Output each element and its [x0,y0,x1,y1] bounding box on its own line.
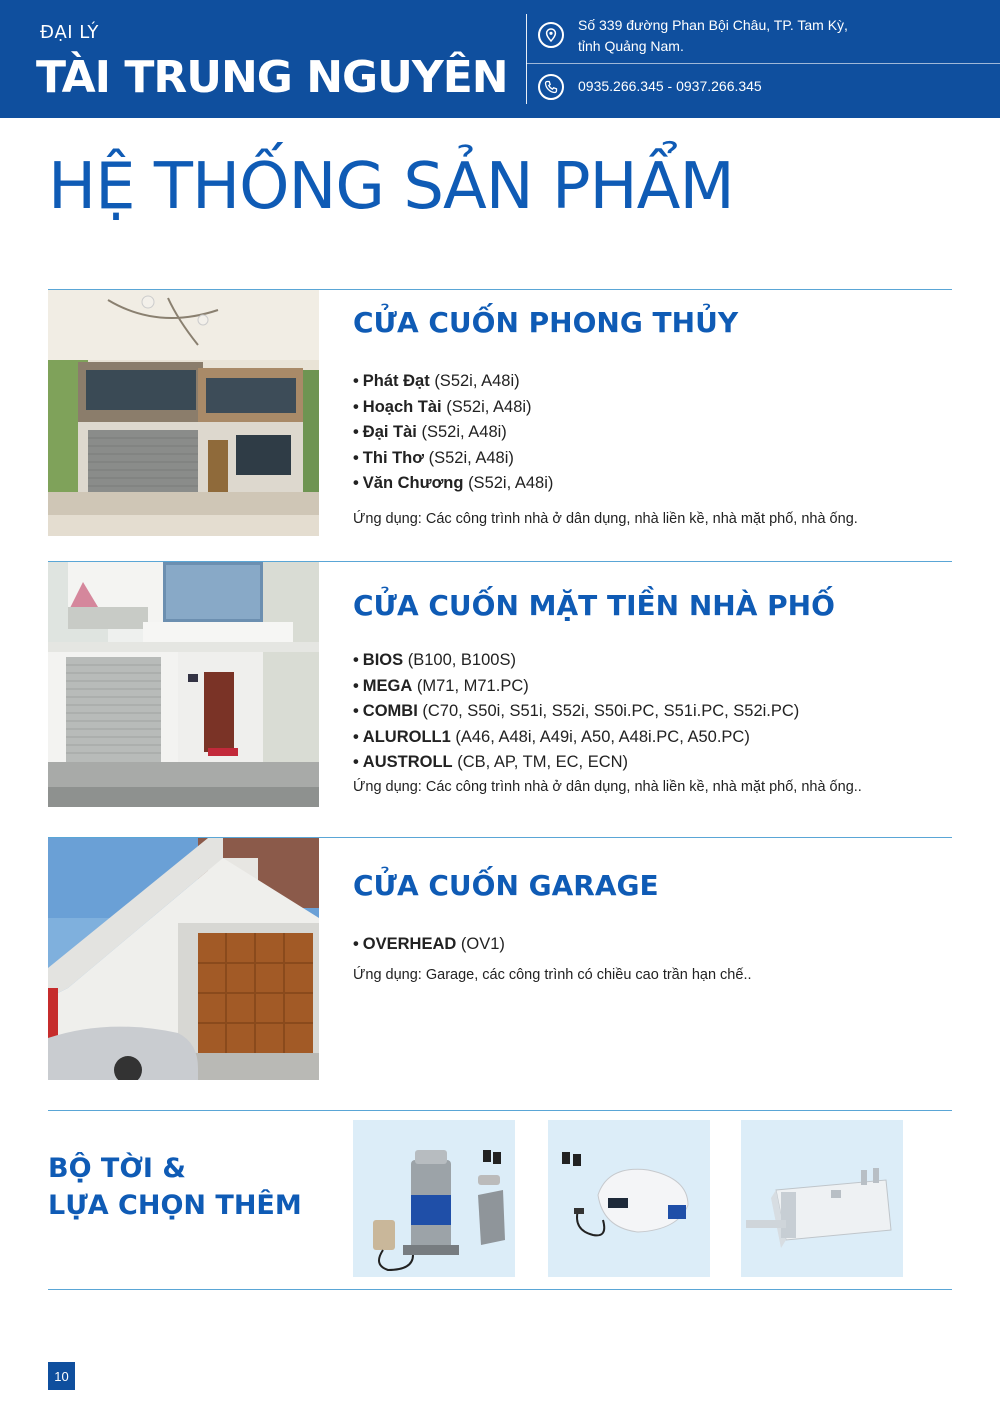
accessories-title-line-2: LỰA CHỌN THÊM [48,1190,302,1221]
accessory-photo-motor [353,1120,515,1277]
phone-icon [538,74,564,100]
header-contact-divider [526,63,1000,64]
list-item: • Văn Chương (S52i, A48i) [353,474,554,492]
section-divider [48,1289,952,1290]
list-item: • Thi Thơ (S52i, A48i) [353,448,514,467]
section-divider [48,1110,952,1111]
accessory-photo-bracket [741,1120,903,1277]
list-item: • MEGA (M71, M71.PC) [353,676,529,695]
accessories-title [48,1150,302,1224]
product-photo-townhouse-facade [48,562,319,807]
location-pin-icon [538,22,564,48]
phone-numbers: 0935.266.345 - 0937.266.345 [578,78,762,94]
address [578,15,848,57]
list-item: • AUSTROLL (CB, AP, TM, EC, ECN) [353,753,629,771]
application-text: Ứng dụng: Các công trình nhà ở dân dụng, nhà liền kề, nhà mặt phố, nhà ống. [353,511,858,527]
section-title-garage: CỬA CUỐN GARAGE [353,869,659,902]
header-band [0,0,1000,118]
product-list-garage [353,932,505,958]
page-number: 10 [48,1362,75,1390]
address-line-2: tỉnh Quảng Nam. [578,38,684,54]
accessories-title-line-1: BỘ TỜI & [48,1153,186,1184]
accessory-photo-remote-receiver [548,1120,710,1277]
list-item: • Hoạch Tài (S52i, A48i) [353,397,532,416]
header-divider [526,14,527,104]
list-item: • Phát Đạt (S52i, A48i) [353,372,520,390]
list-item: • OVERHEAD (OV1) [353,935,505,953]
list-item: • BIOS (B100, B100S) [353,651,516,669]
page-title: HỆ THỐNG SẢN PHẨM [48,150,734,224]
list-item: • ALUROLL1 (A46, A48i, A49i, A50, A48i.PC, A50.PC) [353,727,750,746]
product-list-feng-shui [353,369,553,497]
application-text: Ứng dụng: Các công trình nhà ở dân dụng, nhà liền kề, nhà mặt phố, nhà ống.. [353,779,862,795]
brand-subtitle: ĐẠI LÝ [40,22,99,43]
product-list-townhouse [353,648,799,776]
application-text: Ứng dụng: Garage, các công trình có chiều cao trần hạn chế.. [353,967,752,983]
list-item: • Đại Tài (S52i, A48i) [353,423,507,441]
list-item: • COMBI (C70, S50i, S51i, S52i, S50i.PC, S51i.PC, S52i.PC) [353,702,800,720]
product-photo-feng-shui-house [48,290,319,536]
product-photo-garage [48,838,319,1080]
address-line-1: Số 339 đường Phan Bội Châu, TP. Tam Kỳ, [578,17,848,33]
section-title-feng-shui: CỬA CUỐN PHONG THỦY [353,306,739,339]
brand-name: TÀI TRUNG NGUYÊN [36,52,508,103]
section-title-townhouse: CỬA CUỐN MẶT TIỀN NHÀ PHỐ [353,589,835,622]
